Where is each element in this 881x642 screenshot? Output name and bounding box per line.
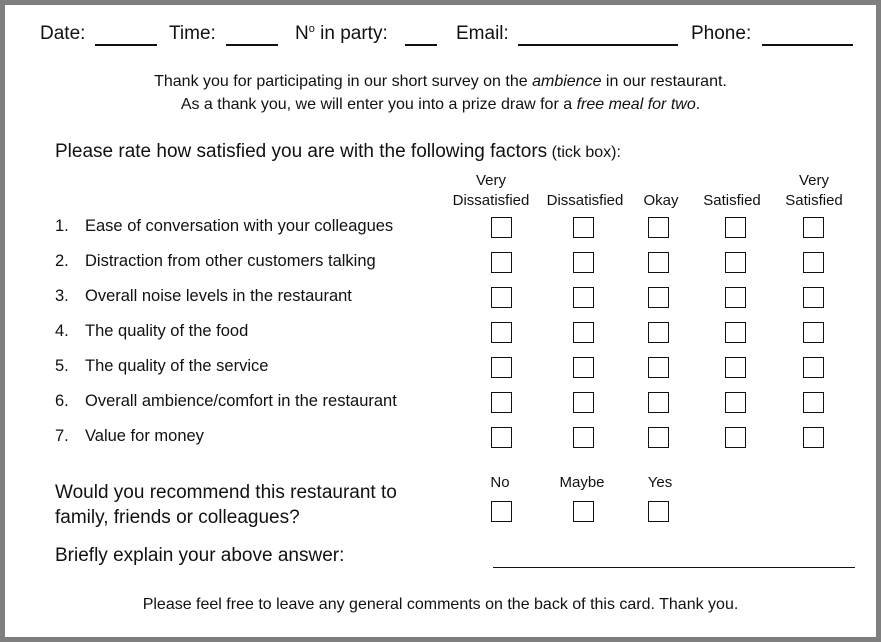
rating-checkbox[interactable]: [803, 357, 824, 378]
rating-checkbox[interactable]: [725, 217, 746, 238]
rating-checkbox[interactable]: [803, 322, 824, 343]
email-field[interactable]: [518, 44, 678, 46]
rating-item: 7. Value for money: [55, 427, 204, 445]
rating-checkbox[interactable]: [725, 287, 746, 308]
recommend-no-checkbox[interactable]: [491, 501, 512, 522]
rating-checkbox[interactable]: [648, 392, 669, 413]
phone-label: Phone:: [691, 23, 752, 44]
recommend-yes-checkbox[interactable]: [648, 501, 669, 522]
rating-checkbox[interactable]: [491, 252, 512, 273]
rating-item: 5. The quality of the service: [55, 357, 269, 375]
rating-item: 1. Ease of conversation with your colleagues: [55, 217, 394, 235]
rating-checkbox[interactable]: [573, 287, 594, 308]
explain-answer-line[interactable]: [493, 567, 855, 568]
recommend-maybe-checkbox[interactable]: [573, 501, 594, 522]
rating-checkbox[interactable]: [725, 392, 746, 413]
intro-line-1: Thank you for participating in our short survey on the ambience in our restaurant.: [154, 73, 727, 90]
column-header-very-dissatisfied: Very Dissatisfied: [452, 172, 530, 209]
recommend-option-yes-label: Yes: [647, 474, 673, 491]
rating-checkbox[interactable]: [725, 322, 746, 343]
party-size-field[interactable]: [405, 44, 437, 46]
column-header-dissatisfied: Dissatisfied: [546, 192, 624, 209]
party-size-label: $N^o$ in party:: [295, 23, 388, 44]
rating-checkbox[interactable]: [491, 392, 512, 413]
column-header-okay: Okay: [643, 192, 679, 209]
rating-checkbox[interactable]: [648, 322, 669, 343]
rating-checkbox[interactable]: [491, 427, 512, 448]
rating-checkbox[interactable]: [725, 427, 746, 448]
rating-checkbox[interactable]: [803, 252, 824, 273]
intro-line-2: As a thank you, we will enter you into a prize draw for a free meal for two.: [180, 96, 701, 113]
footer-note: Please feel free to leave any general comments on the back of this card. Thank you.: [142, 596, 739, 613]
rating-checkbox[interactable]: [573, 252, 594, 273]
time-label: Time:: [169, 23, 216, 44]
rating-checkbox[interactable]: [725, 357, 746, 378]
date-field[interactable]: [95, 44, 157, 46]
phone-field[interactable]: [762, 44, 853, 46]
explain-label: Briefly explain your above answer:: [55, 545, 345, 566]
rating-checkbox[interactable]: [491, 217, 512, 238]
time-field[interactable]: [226, 44, 278, 46]
rating-checkbox[interactable]: [573, 357, 594, 378]
rating-checkbox[interactable]: [725, 252, 746, 273]
rating-item: 2. Distraction from other customers talking: [55, 252, 376, 270]
recommend-option-no-label: No: [490, 474, 510, 491]
column-header-satisfied: Satisfied: [703, 192, 761, 209]
rating-item: 3. Overall noise levels in the restaurant: [55, 287, 352, 305]
rating-checkbox[interactable]: [573, 392, 594, 413]
rating-checkbox[interactable]: [573, 427, 594, 448]
rating-item: 6. Overall ambience/comfort in the restaurant: [55, 392, 397, 410]
rating-checkbox[interactable]: [648, 427, 669, 448]
rating-checkbox[interactable]: [491, 322, 512, 343]
date-label: Date:: [40, 23, 86, 44]
column-header-very-satisfied: Very Satisfied: [785, 172, 843, 209]
rating-checkbox[interactable]: [573, 217, 594, 238]
rating-checkbox[interactable]: [648, 287, 669, 308]
rating-checkbox[interactable]: [648, 252, 669, 273]
email-label: Email:: [456, 23, 509, 44]
rating-checkbox[interactable]: [803, 427, 824, 448]
recommend-question-line-2: family, friends or colleagues?: [55, 507, 300, 528]
rating-checkbox[interactable]: [803, 392, 824, 413]
rating-checkbox[interactable]: [491, 357, 512, 378]
rating-checkbox[interactable]: [803, 287, 824, 308]
rating-item: 4. The quality of the food: [55, 322, 249, 340]
rating-checkbox[interactable]: [491, 287, 512, 308]
rating-checkbox[interactable]: [648, 217, 669, 238]
rating-checkbox[interactable]: [573, 322, 594, 343]
rating-checkbox[interactable]: [648, 357, 669, 378]
recommend-option-maybe-label: Maybe: [559, 474, 605, 491]
rating-prompt: Please rate how satisfied you are with the following factors (tick box):: [55, 141, 621, 162]
rating-checkbox[interactable]: [803, 217, 824, 238]
recommend-question-line-1: Would you recommend this restaurant to: [55, 482, 397, 503]
